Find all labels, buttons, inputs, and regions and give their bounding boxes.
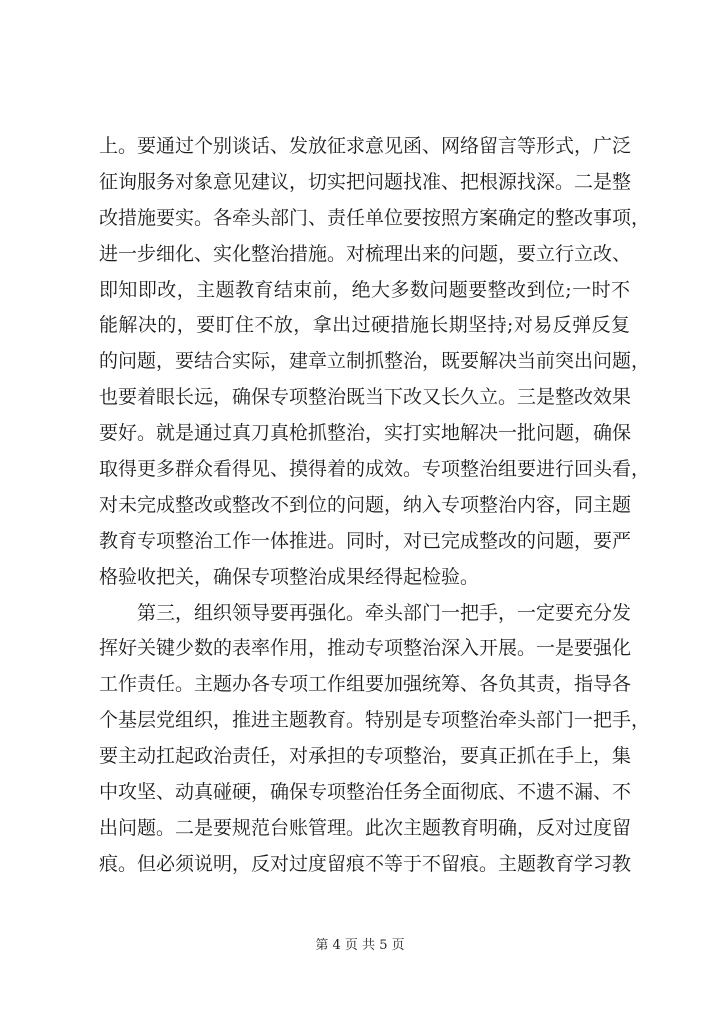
page-number-footer: 第 4 页 共 5 页 bbox=[315, 938, 405, 953]
text-line: 的问题，要结合实际，建章立制抓整治，既要解决当前突出问题， bbox=[99, 350, 651, 373]
text-line: 对未完成整改或整改不到位的问题，纳入专项整治内容，同主题 bbox=[99, 493, 632, 516]
text-line: 个基层党组织，推进主题教育。特别是专项整治牵头部门一把手， bbox=[99, 709, 651, 732]
text-line: 痕。但必须说明，反对过度留痕不等于不留痕。主题教育学习教 bbox=[99, 852, 632, 875]
text-line: 教育专项整治工作一体推进。同时，对已完成整改的问题，要严 bbox=[99, 529, 632, 552]
text-line: 即知即改，主题教育结束前，绝大多数问题要整改到位;一时不 bbox=[99, 278, 630, 301]
text-line: 也要着眼长远，确保专项整治既当下改又长久立。三是整改效果 bbox=[99, 386, 632, 409]
text-line: 进一步细化、实化整治措施。对梳理出来的问题，要立行立改、 bbox=[99, 242, 632, 265]
paragraph-1 bbox=[99, 129, 651, 596]
text-line: 格验收把关，确保专项整治成果经得起检验。 bbox=[99, 565, 480, 588]
body-text bbox=[99, 129, 651, 883]
text-line: 挥好关键少数的表率作用，推动专项整治深入开展。一是要强化 bbox=[99, 637, 632, 660]
text-line: 出问题。二是要规范台账管理。此次主题教育明确，反对过度留 bbox=[99, 816, 632, 839]
text-line: 能解决的，要盯住不放，拿出过硬措施长期坚持;对易反弹反复 bbox=[99, 314, 630, 337]
text-line: 要主动扛起政治责任，对承担的专项整治，要真正抓在手上，集 bbox=[99, 745, 632, 768]
text-line: 要好。就是通过真刀真枪抓整治，实打实地解决一批问题，确保 bbox=[99, 422, 632, 445]
text-line: 工作责任。主题办各专项工作组要加强统筹、各负其责，指导各 bbox=[99, 673, 632, 696]
text-line: 第三，组织领导要再强化。牵头部门一把手，一定要充分发 bbox=[137, 601, 632, 624]
text-line: 改措施要实。各牵头部门、责任单位要按照方案确定的整改事项， bbox=[99, 206, 651, 229]
paragraph-2 bbox=[99, 596, 651, 883]
text-line: 中攻坚、动真碰硬，确保专项整治任务全面彻底、不遗不漏、不 bbox=[99, 781, 632, 804]
text-line: 征询服务对象意见建议，切实把问题找准、把根源找深。二是整 bbox=[99, 170, 632, 193]
text-line: 上。要通过个别谈话、发放征求意见函、网络留言等形式，广泛 bbox=[99, 135, 632, 157]
text-line: 取得更多群众看得见、摸得着的成效。专项整治组要进行回头看， bbox=[99, 458, 651, 481]
